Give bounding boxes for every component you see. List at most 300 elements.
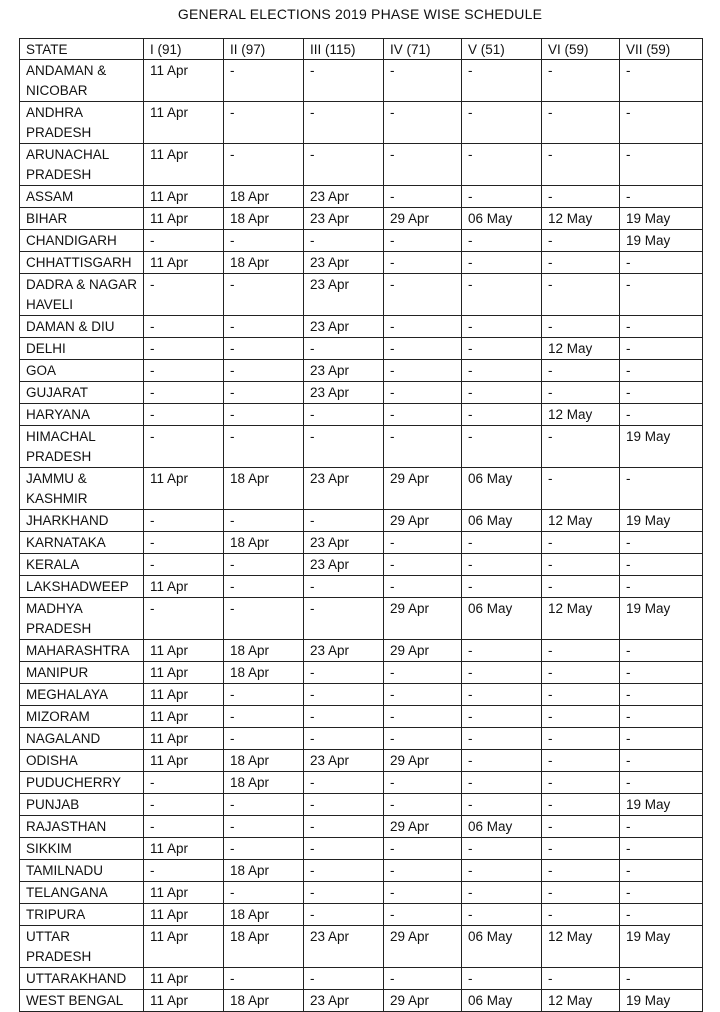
cell-phase-6: - xyxy=(542,772,620,794)
cell-state: HARYANA xyxy=(20,404,144,426)
table-row xyxy=(20,860,703,882)
cell-phase-5: - xyxy=(462,404,542,426)
cell-phase-7: 19 May xyxy=(620,990,703,1012)
cell-phase-2: 18 Apr xyxy=(224,750,304,772)
cell-phase-4: - xyxy=(384,662,462,684)
cell-state: NAGALAND xyxy=(20,728,144,750)
cell-state: BIHAR xyxy=(20,208,144,230)
col-header-phase-5: V (51) xyxy=(462,39,542,60)
cell-state: MIZORAM xyxy=(20,706,144,728)
cell-phase-4: - xyxy=(384,102,462,144)
cell-phase-3: 23 Apr xyxy=(304,640,384,662)
cell-phase-4: - xyxy=(384,316,462,338)
cell-state: CHHATTISGARH xyxy=(20,252,144,274)
cell-phase-5: 06 May xyxy=(462,990,542,1012)
cell-phase-3: - xyxy=(304,772,384,794)
cell-phase-6: - xyxy=(542,360,620,382)
cell-phase-3: 23 Apr xyxy=(304,554,384,576)
table-row xyxy=(20,532,703,554)
table-row xyxy=(20,554,703,576)
cell-phase-1: 11 Apr xyxy=(144,750,224,772)
cell-phase-2: - xyxy=(224,144,304,186)
col-header-phase-6: VI (59) xyxy=(542,39,620,60)
cell-phase-6: - xyxy=(542,468,620,510)
cell-phase-7: - xyxy=(620,640,703,662)
table-row xyxy=(20,338,703,360)
cell-phase-1: 11 Apr xyxy=(144,968,224,990)
col-header-phase-1: I (91) xyxy=(144,39,224,60)
cell-phase-2: - xyxy=(224,684,304,706)
cell-phase-1: - xyxy=(144,772,224,794)
cell-phase-3: 23 Apr xyxy=(304,990,384,1012)
cell-phase-1: 11 Apr xyxy=(144,662,224,684)
cell-phase-5: - xyxy=(462,426,542,468)
table-body xyxy=(20,60,703,1012)
cell-phase-5: - xyxy=(462,640,542,662)
cell-phase-3: - xyxy=(304,794,384,816)
header-row xyxy=(20,39,703,60)
cell-phase-3: 23 Apr xyxy=(304,252,384,274)
cell-phase-5: 06 May xyxy=(462,510,542,532)
cell-phase-5: - xyxy=(462,684,542,706)
table-row xyxy=(20,426,703,468)
cell-phase-4: 29 Apr xyxy=(384,990,462,1012)
cell-state: DAMAN & DIU xyxy=(20,316,144,338)
cell-phase-3: - xyxy=(304,510,384,532)
cell-phase-2: 18 Apr xyxy=(224,860,304,882)
cell-phase-5: - xyxy=(462,252,542,274)
cell-phase-1: - xyxy=(144,382,224,404)
table-row xyxy=(20,186,703,208)
cell-phase-5: 06 May xyxy=(462,468,542,510)
cell-phase-2: - xyxy=(224,404,304,426)
cell-phase-2: - xyxy=(224,728,304,750)
cell-phase-1: - xyxy=(144,794,224,816)
table-row xyxy=(20,360,703,382)
cell-phase-7: - xyxy=(620,860,703,882)
cell-phase-2: 18 Apr xyxy=(224,640,304,662)
table-row xyxy=(20,684,703,706)
cell-phase-3: - xyxy=(304,338,384,360)
cell-phase-2: 18 Apr xyxy=(224,252,304,274)
cell-phase-1: - xyxy=(144,598,224,640)
cell-phase-2: 18 Apr xyxy=(224,468,304,510)
cell-phase-1: 11 Apr xyxy=(144,60,224,102)
cell-phase-3: - xyxy=(304,860,384,882)
cell-phase-1: 11 Apr xyxy=(144,728,224,750)
cell-phase-5: - xyxy=(462,360,542,382)
cell-phase-7: - xyxy=(620,382,703,404)
cell-phase-5: - xyxy=(462,102,542,144)
cell-phase-7: 19 May xyxy=(620,926,703,968)
cell-phase-6: - xyxy=(542,230,620,252)
cell-phase-2: - xyxy=(224,816,304,838)
cell-state: UTTAR PRADESH xyxy=(20,926,144,968)
cell-phase-6: - xyxy=(542,252,620,274)
cell-phase-1: 11 Apr xyxy=(144,926,224,968)
cell-phase-5: - xyxy=(462,904,542,926)
cell-phase-6: 12 May xyxy=(542,404,620,426)
cell-phase-7: - xyxy=(620,662,703,684)
cell-phase-6: - xyxy=(542,838,620,860)
cell-phase-6: - xyxy=(542,316,620,338)
cell-phase-3: 23 Apr xyxy=(304,750,384,772)
cell-phase-7: 19 May xyxy=(620,794,703,816)
cell-phase-7: - xyxy=(620,772,703,794)
cell-phase-6: - xyxy=(542,882,620,904)
cell-phase-2: 18 Apr xyxy=(224,186,304,208)
cell-phase-4: 29 Apr xyxy=(384,640,462,662)
cell-phase-6: - xyxy=(542,728,620,750)
cell-phase-6: - xyxy=(542,60,620,102)
table-row xyxy=(20,468,703,510)
cell-phase-1: 11 Apr xyxy=(144,208,224,230)
cell-phase-2: - xyxy=(224,706,304,728)
cell-phase-5: 06 May xyxy=(462,816,542,838)
cell-phase-6: - xyxy=(542,144,620,186)
cell-phase-7: - xyxy=(620,576,703,598)
cell-phase-1: 11 Apr xyxy=(144,838,224,860)
cell-phase-1: 11 Apr xyxy=(144,904,224,926)
table-row xyxy=(20,794,703,816)
cell-phase-7: 19 May xyxy=(620,230,703,252)
cell-state: HIMACHAL PRADESH xyxy=(20,426,144,468)
cell-phase-4: - xyxy=(384,728,462,750)
cell-state: RAJASTHAN xyxy=(20,816,144,838)
cell-phase-6: - xyxy=(542,102,620,144)
cell-phase-6: - xyxy=(542,576,620,598)
cell-phase-2: 18 Apr xyxy=(224,926,304,968)
cell-phase-3: - xyxy=(304,838,384,860)
cell-state: TELANGANA xyxy=(20,882,144,904)
cell-phase-4: 29 Apr xyxy=(384,510,462,532)
cell-phase-5: - xyxy=(462,838,542,860)
cell-phase-6: - xyxy=(542,640,620,662)
cell-phase-3: - xyxy=(304,816,384,838)
cell-phase-3: 23 Apr xyxy=(304,468,384,510)
table-row xyxy=(20,750,703,772)
cell-phase-4: 29 Apr xyxy=(384,468,462,510)
cell-phase-3: 23 Apr xyxy=(304,186,384,208)
col-header-state: STATE xyxy=(20,39,144,60)
table-row xyxy=(20,706,703,728)
cell-phase-2: - xyxy=(224,382,304,404)
cell-phase-4: - xyxy=(384,186,462,208)
cell-phase-7: - xyxy=(620,968,703,990)
cell-phase-7: 19 May xyxy=(620,208,703,230)
cell-phase-3: - xyxy=(304,904,384,926)
cell-phase-1: - xyxy=(144,338,224,360)
cell-phase-5: - xyxy=(462,662,542,684)
cell-phase-1: - xyxy=(144,360,224,382)
cell-phase-1: - xyxy=(144,860,224,882)
cell-phase-1: - xyxy=(144,404,224,426)
cell-phase-2: 18 Apr xyxy=(224,532,304,554)
table-row xyxy=(20,102,703,144)
cell-phase-3: - xyxy=(304,144,384,186)
cell-state: PUNJAB xyxy=(20,794,144,816)
cell-phase-3: - xyxy=(304,728,384,750)
cell-state: MANIPUR xyxy=(20,662,144,684)
cell-phase-4: - xyxy=(384,60,462,102)
cell-phase-5: - xyxy=(462,728,542,750)
cell-phase-6: - xyxy=(542,426,620,468)
cell-phase-1: - xyxy=(144,510,224,532)
cell-phase-4: - xyxy=(384,860,462,882)
cell-phase-1: 11 Apr xyxy=(144,102,224,144)
cell-phase-7: - xyxy=(620,102,703,144)
cell-phase-6: 12 May xyxy=(542,598,620,640)
cell-phase-5: - xyxy=(462,274,542,316)
cell-phase-6: - xyxy=(542,706,620,728)
cell-phase-6: 12 May xyxy=(542,990,620,1012)
cell-phase-6: 12 May xyxy=(542,338,620,360)
cell-state: GOA xyxy=(20,360,144,382)
cell-phase-2: - xyxy=(224,360,304,382)
table-row xyxy=(20,640,703,662)
cell-phase-4: - xyxy=(384,252,462,274)
cell-phase-5: - xyxy=(462,772,542,794)
cell-phase-2: - xyxy=(224,426,304,468)
table-row xyxy=(20,816,703,838)
cell-phase-4: - xyxy=(384,360,462,382)
table-row xyxy=(20,144,703,186)
cell-phase-2: - xyxy=(224,316,304,338)
table-row xyxy=(20,576,703,598)
cell-phase-2: - xyxy=(224,60,304,102)
cell-phase-3: - xyxy=(304,662,384,684)
table-row xyxy=(20,838,703,860)
cell-phase-3: 23 Apr xyxy=(304,274,384,316)
cell-phase-1: - xyxy=(144,230,224,252)
cell-phase-4: - xyxy=(384,882,462,904)
cell-phase-5: 06 May xyxy=(462,208,542,230)
table-row xyxy=(20,662,703,684)
cell-phase-7: 19 May xyxy=(620,510,703,532)
cell-state: MADHYA PRADESH xyxy=(20,598,144,640)
cell-phase-1: - xyxy=(144,532,224,554)
cell-phase-7: - xyxy=(620,468,703,510)
cell-phase-6: 12 May xyxy=(542,208,620,230)
cell-phase-2: - xyxy=(224,554,304,576)
cell-phase-3: - xyxy=(304,426,384,468)
cell-state: ANDHRA PRADESH xyxy=(20,102,144,144)
cell-phase-7: - xyxy=(620,404,703,426)
cell-phase-1: 11 Apr xyxy=(144,144,224,186)
cell-phase-6: - xyxy=(542,274,620,316)
cell-phase-3: - xyxy=(304,882,384,904)
schedule-table xyxy=(19,38,703,1012)
cell-phase-5: - xyxy=(462,60,542,102)
cell-phase-3: 23 Apr xyxy=(304,926,384,968)
cell-phase-5: - xyxy=(462,706,542,728)
cell-phase-6: - xyxy=(542,186,620,208)
table-row xyxy=(20,208,703,230)
cell-phase-2: - xyxy=(224,794,304,816)
col-header-phase-3: III (115) xyxy=(304,39,384,60)
cell-state: TAMILNADU xyxy=(20,860,144,882)
cell-state: SIKKIM xyxy=(20,838,144,860)
cell-phase-4: - xyxy=(384,554,462,576)
cell-phase-2: 18 Apr xyxy=(224,904,304,926)
cell-state: MEGHALAYA xyxy=(20,684,144,706)
cell-phase-7: - xyxy=(620,684,703,706)
cell-phase-7: - xyxy=(620,882,703,904)
col-header-phase-7: VII (59) xyxy=(620,39,703,60)
cell-phase-1: 11 Apr xyxy=(144,576,224,598)
cell-phase-4: - xyxy=(384,230,462,252)
cell-phase-5: - xyxy=(462,382,542,404)
cell-phase-6: - xyxy=(542,904,620,926)
cell-phase-4: - xyxy=(384,404,462,426)
table-row xyxy=(20,404,703,426)
cell-phase-4: - xyxy=(384,772,462,794)
cell-state: WEST BENGAL xyxy=(20,990,144,1012)
cell-phase-2: - xyxy=(224,102,304,144)
cell-phase-5: - xyxy=(462,968,542,990)
cell-state: KERALA xyxy=(20,554,144,576)
cell-state: MAHARASHTRA xyxy=(20,640,144,662)
cell-phase-4: - xyxy=(384,968,462,990)
table-row xyxy=(20,230,703,252)
cell-phase-3: - xyxy=(304,576,384,598)
cell-phase-3: - xyxy=(304,60,384,102)
cell-phase-4: - xyxy=(384,338,462,360)
cell-phase-4: 29 Apr xyxy=(384,598,462,640)
cell-phase-3: - xyxy=(304,598,384,640)
cell-phase-7: - xyxy=(620,750,703,772)
cell-phase-3: - xyxy=(304,684,384,706)
table-row xyxy=(20,728,703,750)
cell-phase-7: - xyxy=(620,186,703,208)
cell-state: PUDUCHERRY xyxy=(20,772,144,794)
cell-phase-4: - xyxy=(384,904,462,926)
cell-state: ODISHA xyxy=(20,750,144,772)
cell-phase-7: 19 May xyxy=(620,426,703,468)
cell-phase-5: 06 May xyxy=(462,926,542,968)
cell-phase-2: 18 Apr xyxy=(224,772,304,794)
cell-phase-7: 19 May xyxy=(620,598,703,640)
table-row xyxy=(20,382,703,404)
cell-phase-3: - xyxy=(304,404,384,426)
cell-phase-6: 12 May xyxy=(542,926,620,968)
cell-phase-5: - xyxy=(462,794,542,816)
cell-state: UTTARAKHAND xyxy=(20,968,144,990)
cell-phase-5: - xyxy=(462,144,542,186)
cell-phase-3: 23 Apr xyxy=(304,532,384,554)
cell-phase-1: 11 Apr xyxy=(144,468,224,510)
cell-phase-2: 18 Apr xyxy=(224,208,304,230)
page-title: GENERAL ELECTIONS 2019 PHASE WISE SCHEDULE xyxy=(177,6,543,22)
cell-phase-4: 29 Apr xyxy=(384,926,462,968)
cell-phase-7: - xyxy=(620,554,703,576)
cell-phase-6: - xyxy=(542,554,620,576)
cell-phase-7: - xyxy=(620,838,703,860)
cell-state: TRIPURA xyxy=(20,904,144,926)
cell-phase-4: 29 Apr xyxy=(384,208,462,230)
cell-phase-1: 11 Apr xyxy=(144,640,224,662)
cell-phase-7: - xyxy=(620,316,703,338)
cell-phase-3: 23 Apr xyxy=(304,316,384,338)
cell-phase-2: - xyxy=(224,576,304,598)
cell-phase-6: - xyxy=(542,750,620,772)
cell-phase-7: - xyxy=(620,816,703,838)
cell-phase-4: 29 Apr xyxy=(384,816,462,838)
cell-phase-4: - xyxy=(384,794,462,816)
cell-phase-6: - xyxy=(542,860,620,882)
cell-phase-4: - xyxy=(384,576,462,598)
cell-phase-5: - xyxy=(462,576,542,598)
table-row xyxy=(20,60,703,102)
cell-phase-6: - xyxy=(542,684,620,706)
cell-phase-3: 23 Apr xyxy=(304,360,384,382)
cell-phase-5: - xyxy=(462,186,542,208)
table-row xyxy=(20,598,703,640)
cell-state: JHARKHAND xyxy=(20,510,144,532)
cell-state: ASSAM xyxy=(20,186,144,208)
cell-phase-3: - xyxy=(304,968,384,990)
cell-phase-6: 12 May xyxy=(542,510,620,532)
table-row xyxy=(20,252,703,274)
cell-phase-4: - xyxy=(384,838,462,860)
cell-phase-4: - xyxy=(384,706,462,728)
cell-phase-7: - xyxy=(620,274,703,316)
cell-phase-7: - xyxy=(620,338,703,360)
cell-state: DELHI xyxy=(20,338,144,360)
col-header-phase-2: II (97) xyxy=(224,39,304,60)
cell-phase-7: - xyxy=(620,252,703,274)
cell-phase-6: - xyxy=(542,532,620,554)
table-row xyxy=(20,510,703,532)
cell-phase-7: - xyxy=(620,60,703,102)
cell-phase-6: - xyxy=(542,662,620,684)
cell-phase-2: - xyxy=(224,882,304,904)
cell-phase-1: - xyxy=(144,274,224,316)
cell-phase-1: - xyxy=(144,816,224,838)
table-row xyxy=(20,882,703,904)
cell-phase-2: 18 Apr xyxy=(224,662,304,684)
cell-phase-5: - xyxy=(462,230,542,252)
cell-phase-3: - xyxy=(304,102,384,144)
cell-phase-7: - xyxy=(620,532,703,554)
cell-phase-3: 23 Apr xyxy=(304,382,384,404)
cell-phase-3: 23 Apr xyxy=(304,208,384,230)
cell-phase-2: 18 Apr xyxy=(224,990,304,1012)
cell-phase-5: - xyxy=(462,532,542,554)
cell-phase-7: - xyxy=(620,728,703,750)
table-row xyxy=(20,316,703,338)
cell-phase-5: - xyxy=(462,316,542,338)
cell-phase-2: - xyxy=(224,274,304,316)
table-row xyxy=(20,968,703,990)
cell-phase-5: - xyxy=(462,750,542,772)
cell-phase-1: - xyxy=(144,554,224,576)
cell-phase-1: - xyxy=(144,316,224,338)
col-header-phase-4: IV (71) xyxy=(384,39,462,60)
cell-phase-2: - xyxy=(224,838,304,860)
cell-state: GUJARAT xyxy=(20,382,144,404)
table-row xyxy=(20,990,703,1012)
cell-phase-4: - xyxy=(384,532,462,554)
cell-state: LAKSHADWEEP xyxy=(20,576,144,598)
cell-phase-4: - xyxy=(384,144,462,186)
cell-phase-1: 11 Apr xyxy=(144,186,224,208)
cell-phase-7: - xyxy=(620,706,703,728)
cell-state: CHANDIGARH xyxy=(20,230,144,252)
cell-phase-4: - xyxy=(384,684,462,706)
table-row xyxy=(20,926,703,968)
cell-phase-1: 11 Apr xyxy=(144,252,224,274)
